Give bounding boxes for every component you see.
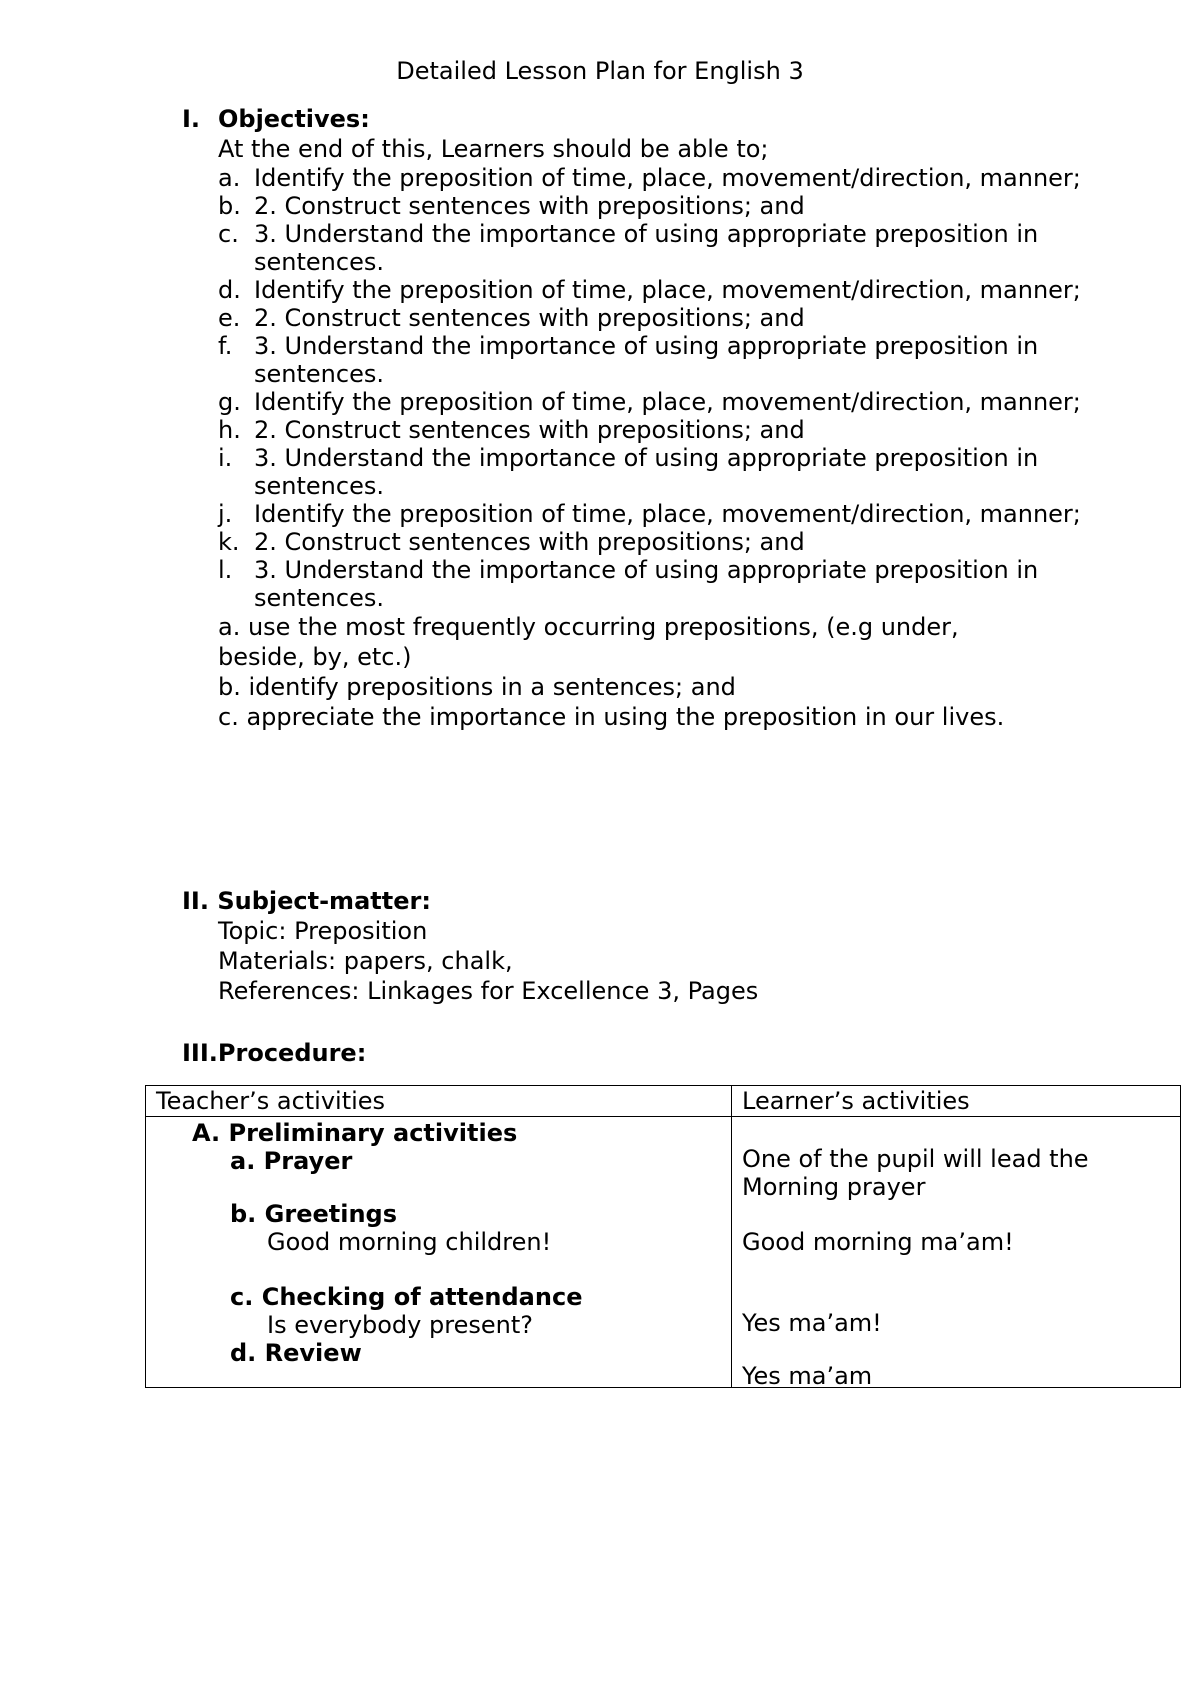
- objective-marker: g.: [218, 388, 241, 416]
- procedure-table-row: [146, 1117, 1181, 1388]
- greetings-marker: b.: [230, 1200, 257, 1228]
- objective-item: [218, 388, 1082, 416]
- greetings-heading: [230, 1200, 397, 1228]
- objective-marker: e.: [218, 304, 241, 332]
- objective-text: Identify the preposition of time, place, movement/direction, manner;: [254, 388, 1081, 416]
- objective-item: [218, 220, 1082, 276]
- objective-item: [218, 304, 1082, 332]
- objective-text: 3. Understand the importance of using appropriate preposition in sentences.: [254, 332, 1039, 388]
- learner-column-header: Learner’s activities: [732, 1086, 1181, 1117]
- review-marker: d.: [230, 1339, 257, 1367]
- objective-marker: l.: [218, 556, 233, 584]
- teacher-column-header: Teacher’s activities: [146, 1086, 732, 1117]
- procedure-heading: [182, 1038, 1082, 1068]
- objectives-heading: [182, 104, 1082, 134]
- objective-marker: i.: [218, 444, 233, 472]
- objective-extra-line: beside, by, etc.): [218, 643, 412, 671]
- prayer-response-line1: One of the pupil will lead the: [742, 1145, 1089, 1173]
- preliminary-marker: A.: [192, 1119, 221, 1147]
- objectives-section: [182, 104, 1082, 732]
- objective-item: [218, 528, 1082, 556]
- greeting-response: Good morning ma’am!: [742, 1228, 1014, 1256]
- objective-text: 3. Understand the importance of using appropriate preposition in sentences.: [254, 220, 1039, 276]
- objective-marker: d.: [218, 276, 241, 304]
- subject-matter-section: [182, 886, 1082, 1006]
- objective-item: [218, 192, 1082, 220]
- procedure-table-header: [146, 1086, 1181, 1117]
- objective-item: [218, 164, 1082, 192]
- objective-marker: f.: [218, 332, 233, 360]
- objective-text: 2. Construct sentences with prepositions; and: [254, 304, 805, 332]
- procedure-title: Procedure:: [217, 1039, 367, 1067]
- subject-matter-number: II.: [182, 887, 209, 915]
- document-title: Detailed Lesson Plan for English 3: [396, 57, 804, 85]
- procedure-number: III.: [182, 1039, 218, 1067]
- objective-text: 2. Construct sentences with prepositions; and: [254, 416, 805, 444]
- objective-text: Identify the preposition of time, place, movement/direction, manner;: [254, 500, 1081, 528]
- prayer-marker: a.: [230, 1147, 256, 1175]
- objective-text: 2. Construct sentences with prepositions; and: [254, 192, 805, 220]
- prayer-heading: [230, 1147, 352, 1175]
- objective-marker: h.: [218, 416, 241, 444]
- objective-text: Identify the preposition of time, place, movement/direction, manner;: [254, 164, 1081, 192]
- review-heading: [230, 1339, 362, 1367]
- objective-marker: j.: [218, 500, 233, 528]
- objective-text: 3. Understand the importance of using appropriate preposition in sentences.: [254, 556, 1039, 612]
- objective-item: [218, 332, 1082, 388]
- teacher-activities-cell: [146, 1117, 732, 1388]
- objective-item: [218, 276, 1082, 304]
- objectives-title: Objectives:: [218, 105, 370, 133]
- objective-item: [218, 444, 1082, 500]
- procedure-section: [182, 1038, 1082, 1068]
- objective-marker: a.: [218, 164, 241, 192]
- prayer-response-line2: Morning prayer: [742, 1173, 926, 1201]
- attendance-heading: [230, 1283, 582, 1311]
- objectives-number: I.: [182, 105, 201, 133]
- objectives-intro: At the end of this, Learners should be able to;: [218, 135, 769, 163]
- topic-line: Topic: Preposition: [218, 917, 428, 945]
- objective-text: 2. Construct sentences with prepositions; and: [254, 528, 805, 556]
- attendance-marker: c.: [230, 1283, 254, 1311]
- objective-marker: b.: [218, 192, 241, 220]
- preliminary-activities-heading: [192, 1119, 517, 1147]
- attendance-title: Checking of attendance: [261, 1283, 583, 1311]
- objective-marker: k.: [218, 528, 240, 556]
- attendance-response: Yes ma’am!: [742, 1309, 882, 1337]
- objective-item: [218, 556, 1082, 612]
- learner-activities-cell: [732, 1117, 1181, 1388]
- subject-matter-title: Subject-matter:: [217, 887, 431, 915]
- subject-matter-heading: [182, 886, 1082, 916]
- prayer-title: Prayer: [263, 1147, 353, 1175]
- objectives-list: [218, 164, 1082, 612]
- references-line: References: Linkages for Excellence 3, Pages: [218, 977, 759, 1005]
- objective-extra-line: c. appreciate the importance in using the preposition in our lives.: [218, 703, 1005, 731]
- objective-item: [218, 416, 1082, 444]
- objective-marker: c.: [218, 220, 239, 248]
- objective-extra-line: a. use the most frequently occurring prepositions, (e.g under,: [218, 613, 959, 641]
- objective-item: [218, 500, 1082, 528]
- greetings-line: Good morning children!: [267, 1228, 552, 1256]
- objective-text: 3. Understand the importance of using appropriate preposition in sentences.: [254, 444, 1039, 500]
- greetings-title: Greetings: [264, 1200, 397, 1228]
- objective-extra-line: b. identify prepositions in a sentences; and: [218, 673, 736, 701]
- review-title: Review: [264, 1339, 362, 1367]
- materials-line: Materials: papers, chalk,: [218, 947, 513, 975]
- objective-text: Identify the preposition of time, place, movement/direction, manner;: [254, 276, 1081, 304]
- preliminary-title: Preliminary activities: [228, 1119, 518, 1147]
- review-response: Yes ma’am: [742, 1362, 873, 1390]
- attendance-line: Is everybody present?: [267, 1311, 533, 1339]
- procedure-table: [145, 1085, 1181, 1388]
